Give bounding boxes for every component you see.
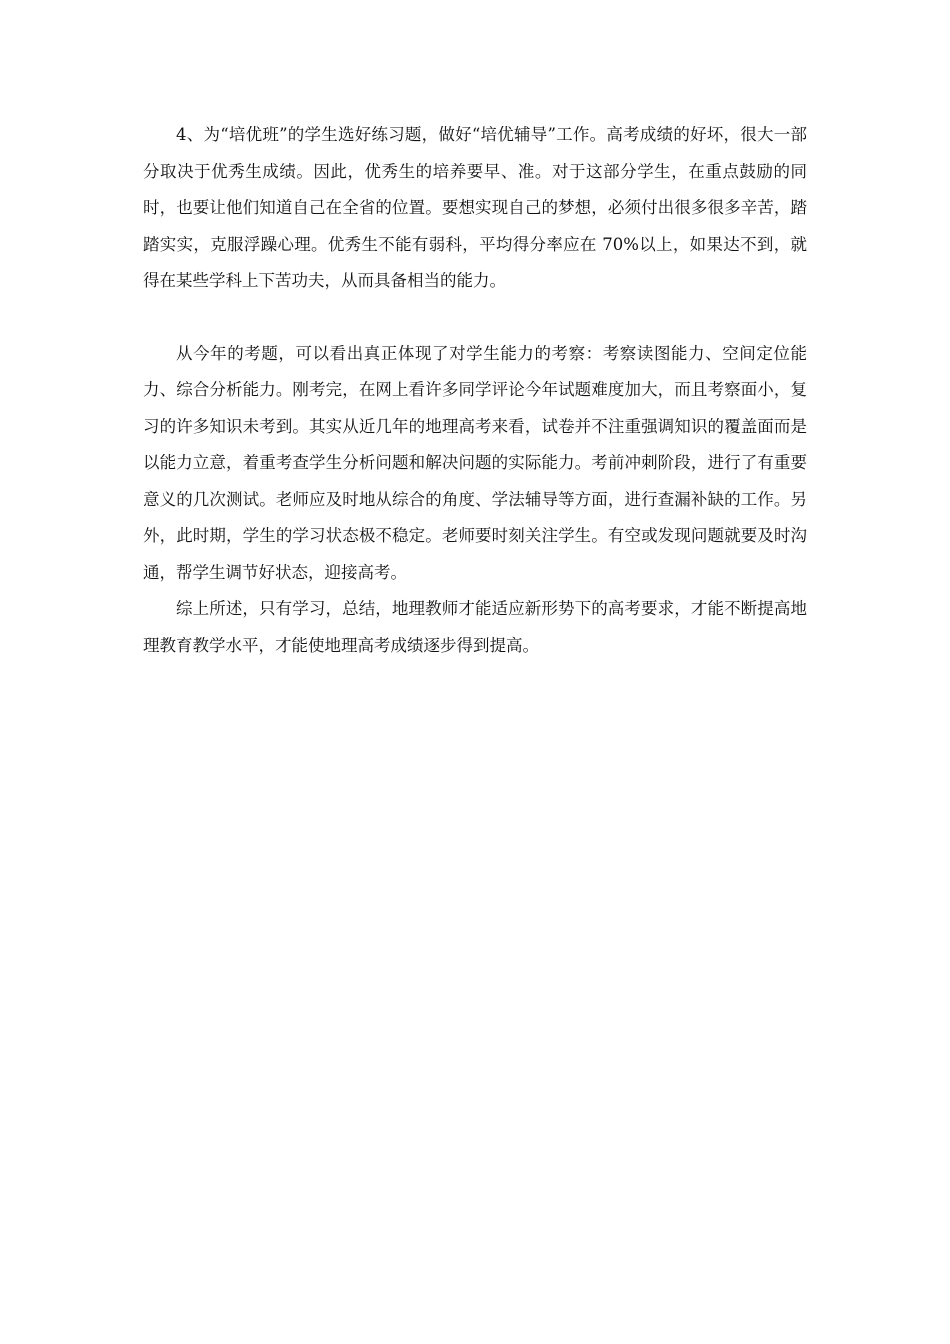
document-body [143, 117, 807, 664]
paragraph-conclusion: 综上所述，只有学习，总结，地理教师才能适应新形势下的高考要求，才能不断提高地理教育教学水平，才能使地理高考成绩逐步得到提高。 [143, 599, 807, 655]
paragraph-top-students: 4、为“培优班”的学生选好练习题，做好“培优辅导”工作。高考成绩的好坏，很大一部分取决于优秀生成绩。因此，优秀生的培养要早、准。对于这部分学生，在重点鼓励的同时，也要让他们知道自己在全省的位置。要想实现自己的梦想，必须付出很多很多辛苦，踏踏实实，克服浮躁心理。优秀生不能有弱科，平均得分率应在 70%以上，如果达不到，就得在某些学科上下苦功夫，从而具备相当的能力。 [143, 125, 807, 290]
paragraph-exam-analysis: 从今年的考题，可以看出真正体现了对学生能力的考察：考察读图能力、空间定位能力、综合分析能力。刚考完，在网上看许多同学评论今年试题难度加大，而且考察面小，复习的许多知识未考到。其实从近几年的地理高考来看，试卷并不注重强调知识的覆盖面而是以能力立意，着重考查学生分析问题和解决问题的实际能力。考前冲刺阶段，进行了有重要意义的几次测试。老师应及时地从综合的角度、学法辅导等方面，进行查漏补缺的工作。另外，此时期，学生的学习状态极不稳定。老师要时刻关注学生。有空或发现问题就要及时沟通，帮学生调节好状态，迎接高考。 [143, 343, 807, 582]
paragraph-spacer [143, 300, 807, 336]
